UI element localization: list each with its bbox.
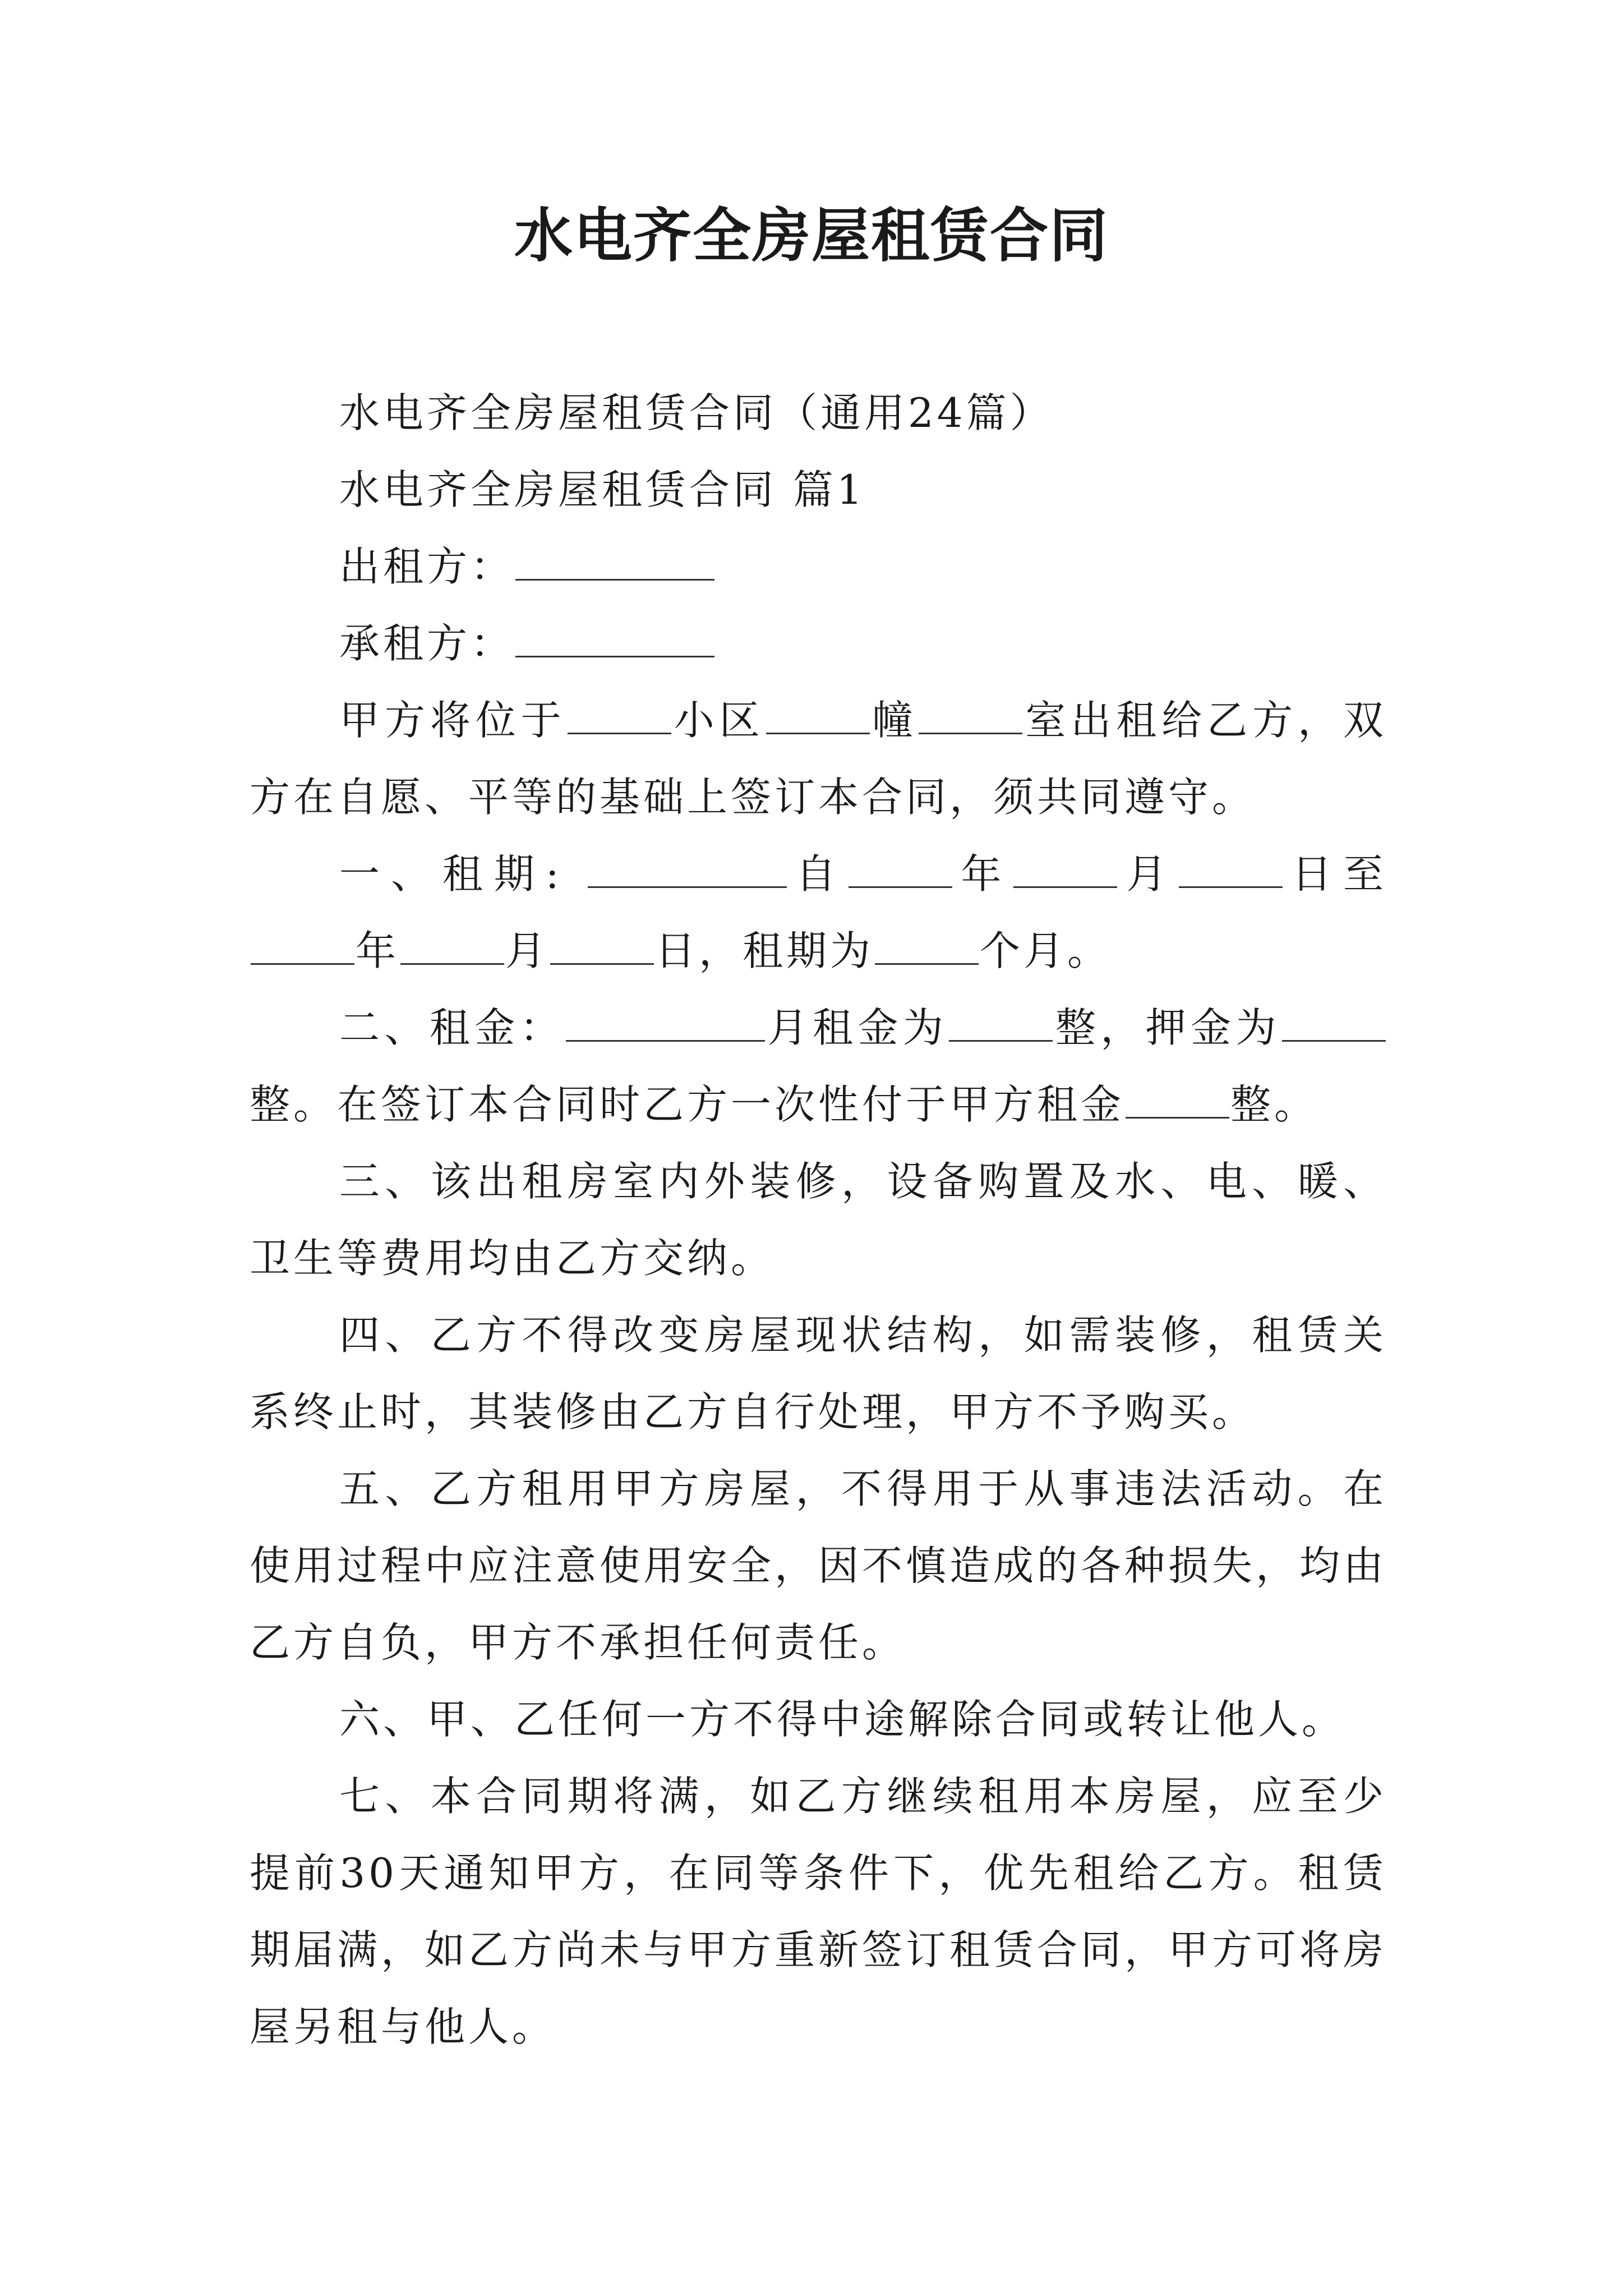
clause-1-text-2: 自 (787, 850, 847, 898)
document-title: 水电齐全房屋租赁合同 (514, 201, 1109, 270)
start-day-blank (1179, 853, 1283, 888)
lessee-blank (515, 622, 714, 657)
section-heading: 水电齐全房屋租赁合同 篇1 (339, 466, 866, 513)
document-body (250, 375, 1387, 2065)
intro-text-2: 小区 (672, 697, 765, 744)
clause-1-text-8: 日，租期为 (655, 927, 874, 974)
end-month-blank (400, 930, 504, 965)
clause-2-text-2: 月租金为 (766, 1004, 948, 1051)
lessor-line (250, 528, 1387, 605)
monthly-rent-blank (949, 1006, 1053, 1042)
lessor-blank (515, 545, 714, 581)
intro-text-3: 幢 (870, 697, 918, 744)
community-blank (568, 699, 671, 734)
term-blank (588, 853, 787, 888)
clause-1-text-5: 日至 (1284, 850, 1387, 898)
end-year-blank (251, 930, 354, 965)
clause-1-text-6: 年 (356, 927, 400, 974)
clause-1-text-7: 月 (505, 927, 550, 974)
months-blank (875, 930, 979, 965)
clause-2-text-5: 整。 (1230, 1081, 1318, 1128)
clause-2-text-3: 整，押金为 (1054, 1004, 1281, 1051)
clause-7: 七、本合同期将满，如乙方继续租用本房屋，应至少提前30天通知甲方，在同等条件下，优先租给乙方。租赁期届满，如乙方尚未与甲方重新签订租赁合同，甲方可将房屋另租与他人。 (250, 1773, 1387, 2050)
start-year-blank (849, 853, 952, 888)
intro-paragraph (250, 682, 1387, 836)
clause-1-text-9: 个月。 (980, 927, 1112, 974)
clause-2-rent (250, 990, 1387, 1143)
clause-6: 六、甲、乙任何一方不得中途解除合同或转让他人。 (339, 1696, 1346, 1743)
clause-2-text-1: 二、租金： (339, 1004, 565, 1051)
deposit-blank (1282, 1006, 1386, 1042)
clause-1-text-4: 月 (1118, 850, 1178, 898)
building-blank (766, 699, 870, 734)
end-day-blank (550, 930, 654, 965)
lessee-line (250, 605, 1387, 682)
clause-4: 四、乙方不得改变房屋现状结构，如需装修，租赁关系终止时，其装修由乙方自行处理，甲方不予购买。 (250, 1312, 1387, 1435)
intro-text-4: 室出租给乙方，双方在自愿、平等的基础上签订本合同，须共同遵守。 (250, 697, 1387, 821)
intro-text-1: 甲方将位于 (339, 697, 566, 744)
rent-blank (566, 1006, 765, 1042)
clause-3: 三、该出租房室内外装修，设备购置及水、电、暖、卫生等费用均由乙方交纳。 (250, 1158, 1387, 1282)
clause-1-term: 一、租期: 自 年 月 日至年 月 日，租期为 个月。 (250, 836, 1387, 990)
lessee-label: 承租方： (339, 620, 515, 667)
clause-1-text-3: 年 (953, 850, 1013, 898)
document-subtitle: 水电齐全房屋租赁合同（通用24篇） (339, 389, 1054, 436)
clause-2-text-4: 整。在签订本合同时乙方一次性付于甲方租金 (250, 1081, 1125, 1128)
clause-5: 五、乙方租用甲方房屋，不得用于从事违法活动。在使用过程中应注意使用安全，因不慎造成的各种损失，均由乙方自负，甲方不承担任何责任。 (250, 1465, 1387, 1666)
clause-1-text-1: 一、租期 (339, 850, 546, 898)
start-month-blank (1013, 853, 1117, 888)
lessor-label: 出租方： (339, 543, 515, 590)
prepaid-rent-blank (1126, 1083, 1229, 1119)
room-blank (919, 699, 1022, 734)
